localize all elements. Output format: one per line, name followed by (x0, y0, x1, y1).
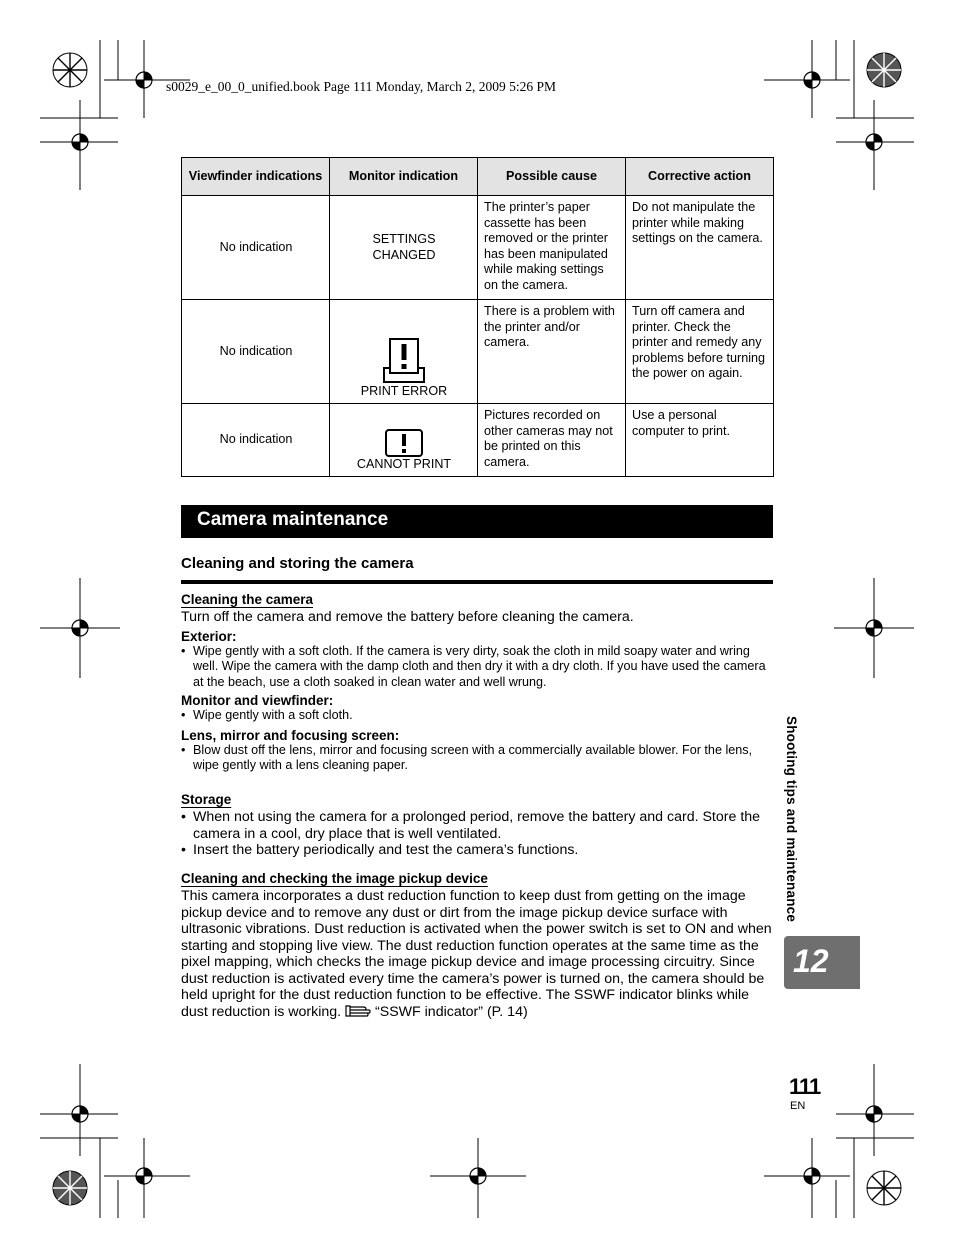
action-cell: Use a personal computer to print. (626, 404, 774, 477)
viewfinder-cell: No indication (182, 404, 330, 477)
monitor-cell (330, 300, 478, 404)
monitor-list (181, 708, 773, 724)
monitor-label: Monitor and viewfinder: (181, 693, 334, 708)
monitor-text: PRINT ERROR (360, 383, 448, 398)
page-number: 111 (789, 1074, 821, 1099)
exterior-label: Exterior: (181, 628, 237, 644)
list-item: • Wipe gently with a soft cloth. If the camera is very dirty, soak the cloth in mild soapy water and wring well. Wipe the camera with the damp cloth and then dry it with a dry cloth. If you have used the camera at the beach, use a cloth soaked in clean water and well wrung. (181, 644, 773, 691)
table-header-row (182, 158, 774, 196)
monitor-text: SETTINGS CHANGED (372, 232, 436, 262)
chapter-number-tab[interactable]: 12 (784, 936, 860, 989)
column-header-viewfinder: Viewfinder indications (182, 158, 330, 196)
exterior-list (181, 644, 773, 691)
reference-link[interactable]: “SSWF indicator” (P. 14) (375, 1003, 528, 1020)
book-header-line: s0029_e_00_0_unified.book Page 111 Monday, March 2, 2009 5:26 PM (166, 79, 556, 94)
table-row (182, 300, 774, 404)
print-error-icon (382, 338, 426, 384)
error-message-table (181, 157, 774, 477)
monitor-text: CANNOT PRINT (356, 456, 452, 471)
section-title-bar: Camera maintenance (181, 505, 773, 538)
storage-section (181, 792, 773, 859)
pickup-text: This camera incorporates a dust reduction function to keep dust from getting on the image pickup device and to remove any dust or dirt from the image pickup device surface with ultrasonic vibrations. Dust reduction is activated when the power switch is set to ON and when starting and stopping live view. The dust reduction function operates at the same time as the pixel mapping, which checks the image pickup device and image processing circuitry. Since dust reduction is activated every time the camera’s power is turned on, the camera should be held upright for the dust reduction function to be effective. The SSWF indicator blinks while dust reduction is working. (181, 888, 772, 1020)
list-item: • When not using the camera for a prolonged period, remove the battery and card. Store the camera in a cool, dry place that is well ventilated. (181, 809, 773, 842)
cause-cell: Pictures recorded on other cameras may not be printed on this camera. (478, 404, 626, 477)
cannot-print-icon (385, 429, 423, 457)
list-item: • Wipe gently with a soft cloth. (181, 708, 773, 724)
column-header-cause: Possible cause (478, 158, 626, 196)
monitor-cell (330, 404, 478, 477)
lens-list (181, 743, 773, 774)
pickup-heading: Cleaning and checking the image pickup device (181, 871, 488, 886)
lens-label: Lens, mirror and focusing screen: (181, 727, 400, 743)
cleaning-heading: Cleaning the camera (181, 592, 314, 607)
column-header-monitor: Monitor indication (330, 158, 478, 196)
cleaning-section (181, 592, 773, 774)
monitor-cell (330, 196, 478, 300)
page-language: EN (790, 1100, 806, 1112)
column-header-action: Corrective action (626, 158, 774, 196)
pickup-body (181, 888, 773, 1020)
action-cell: Turn off camera and printer. Check the printer and remedy any problems before turning the power on again. (626, 300, 774, 404)
storage-list (181, 809, 773, 859)
storage-heading: Storage (181, 792, 232, 807)
subsection-heading: Cleaning and storing the camera (181, 555, 773, 584)
pickup-section (181, 871, 773, 1020)
action-cell: Do not manipulate the printer while making settings on the camera. (626, 196, 774, 300)
viewfinder-cell: No indication (182, 300, 330, 404)
cause-cell: There is a problem with the printer and/or camera. (478, 300, 626, 404)
cleaning-intro: Turn off the camera and remove the battery before cleaning the camera. (181, 609, 634, 625)
viewfinder-cell: No indication (182, 196, 330, 300)
list-item: • Blow dust off the lens, mirror and focusing screen with a commercially available blower. For the lens, wipe gently with a lens cleaning paper. (181, 743, 773, 774)
table-row (182, 196, 774, 300)
reference-hand-icon (345, 1004, 371, 1018)
cause-cell: The printer’s paper cassette has been removed or the printer has been manipulated while making settings on the camera. (478, 196, 626, 300)
chapter-side-label: Shooting tips and maintenance (784, 716, 799, 923)
list-item: • Insert the battery periodically and test the camera’s functions. (181, 842, 773, 859)
table-row (182, 404, 774, 477)
